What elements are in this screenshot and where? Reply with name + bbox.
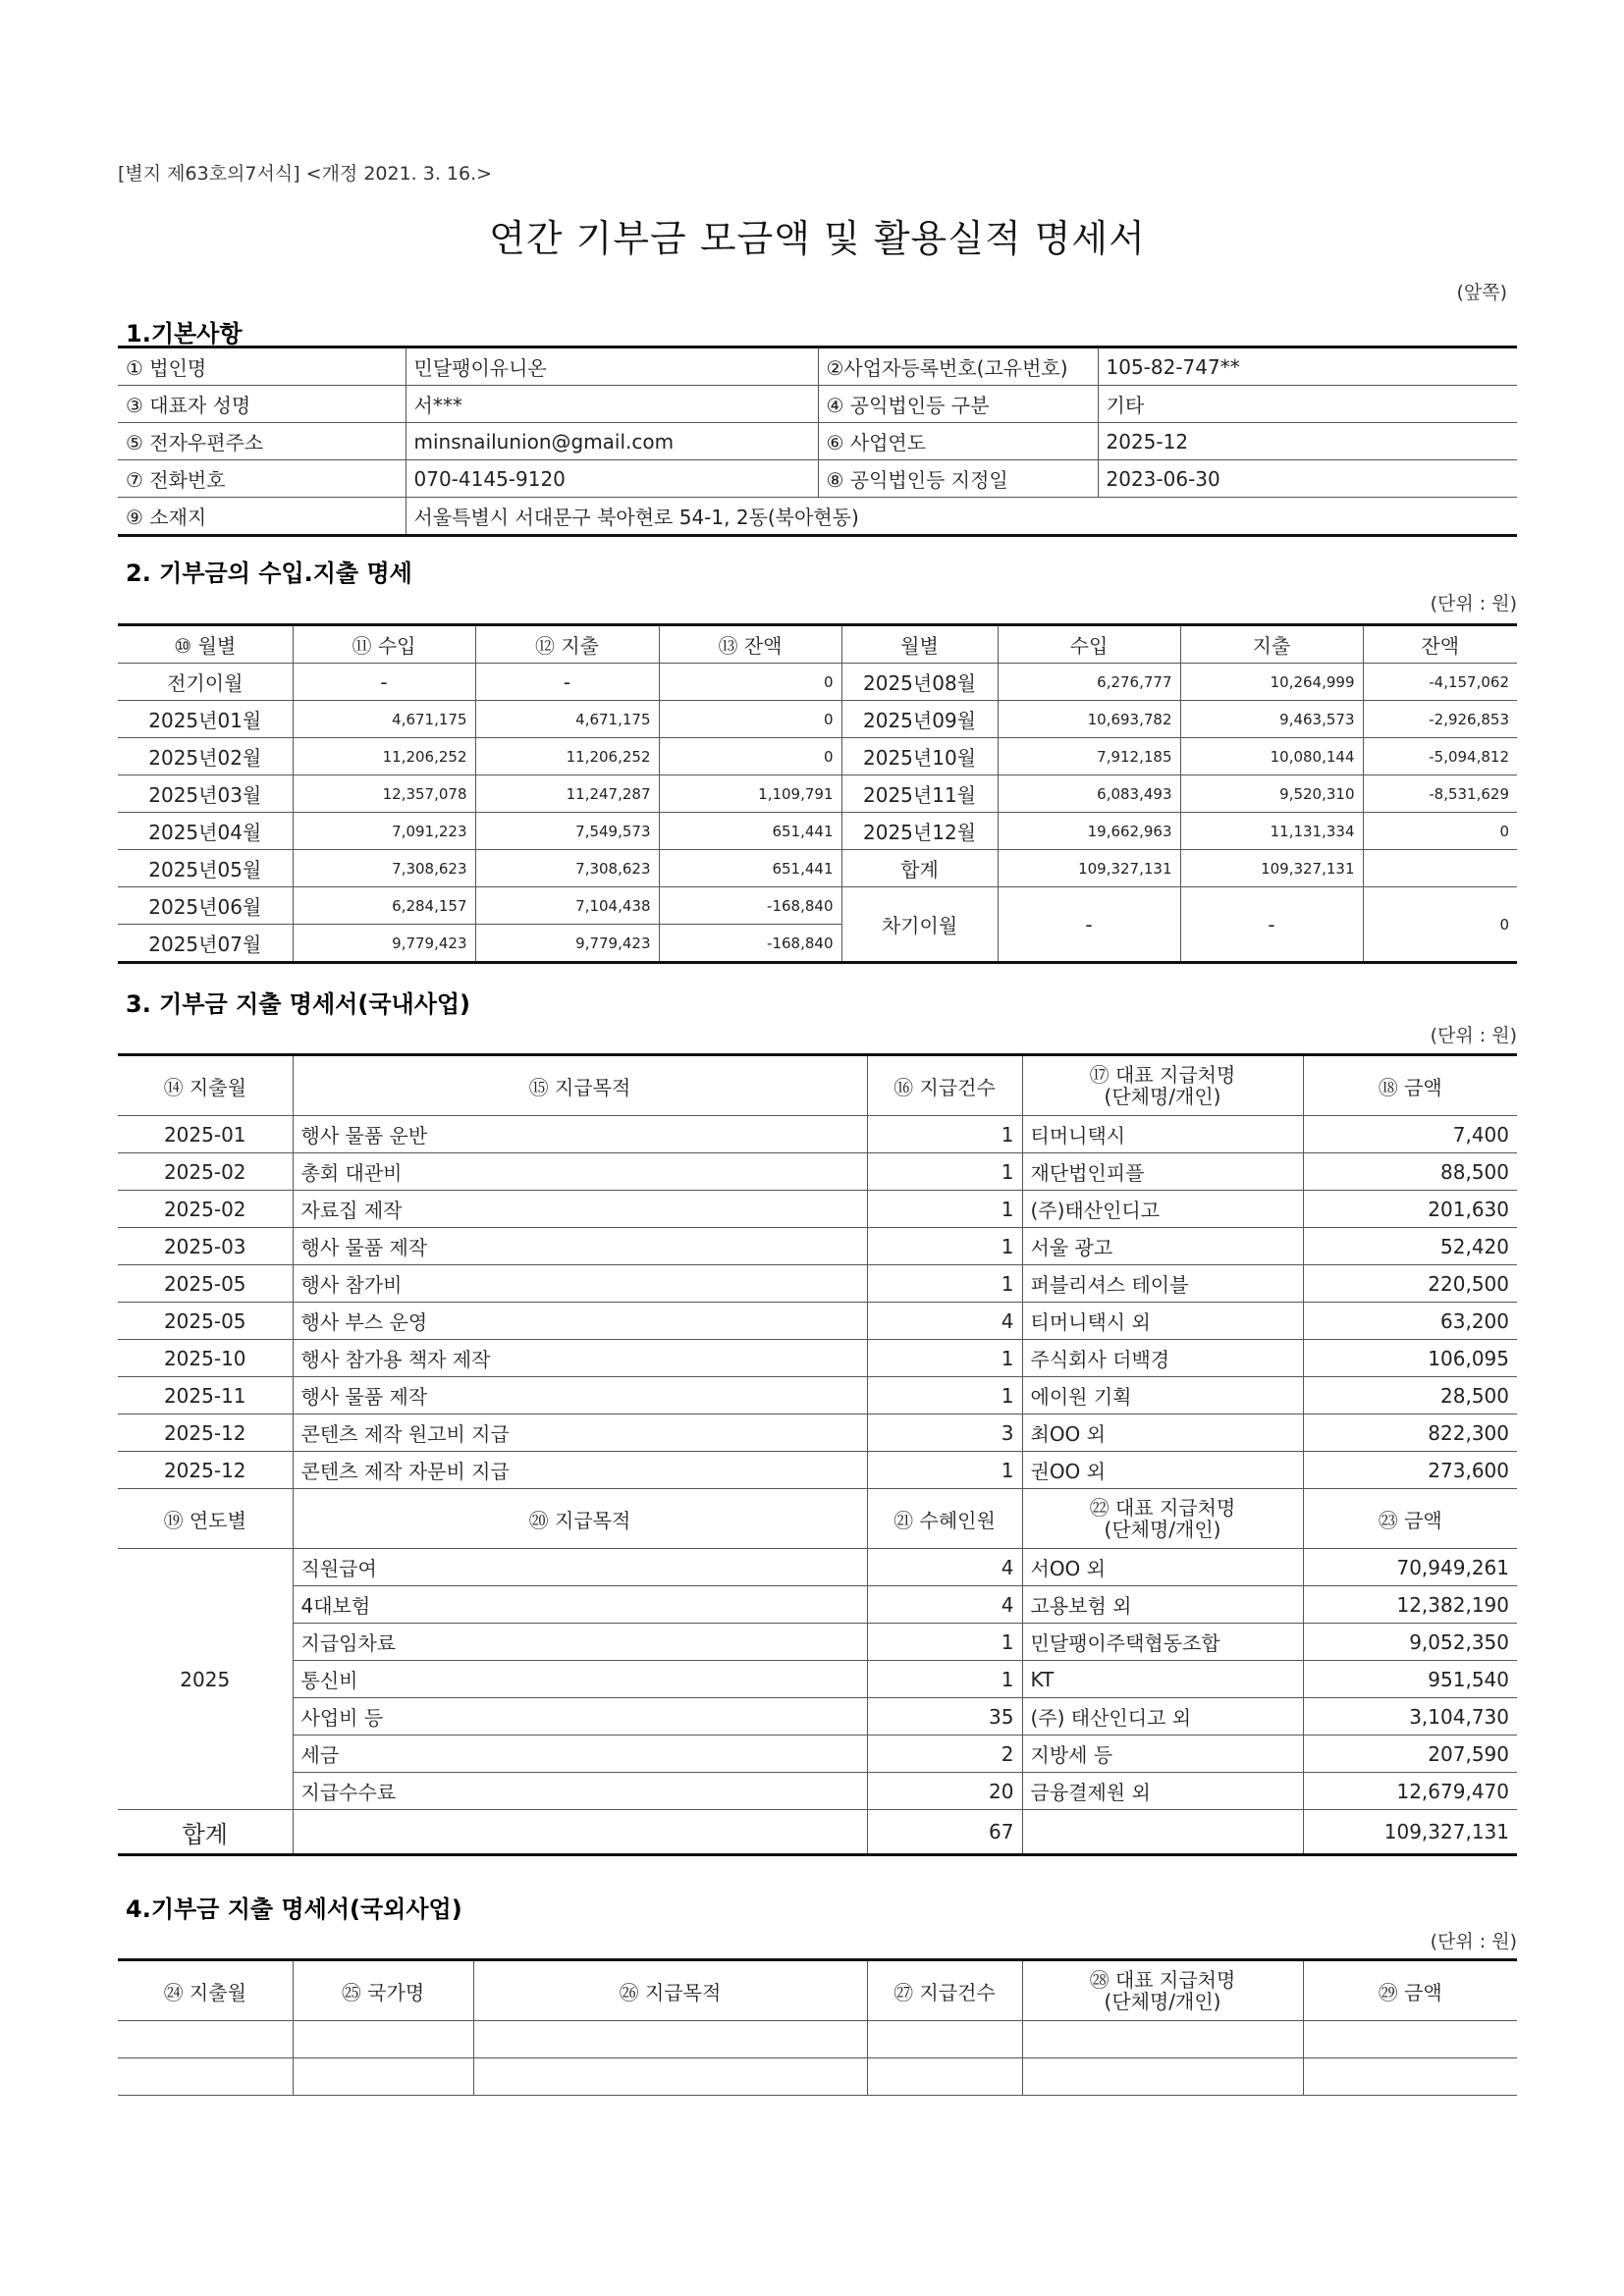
count-cell: 4 [867,1303,1022,1340]
count-cell: 4 [867,1549,1022,1586]
amount-cell: 651,441 [659,850,841,887]
total-label-cell: 합계 [841,850,998,887]
overseas-expense-table [118,1958,1517,2096]
table-row [118,1265,1517,1303]
column-header: ⑲ 연도별 [118,1489,293,1549]
column-header: 잔액 [1363,625,1517,664]
month-cell: 2025-05 [118,1303,293,1340]
column-header: ⑯ 지급건수 [867,1055,1022,1116]
amount-cell: 951,540 [1303,1661,1517,1698]
empty-cell [1022,2021,1303,2058]
table-row [118,1624,1517,1661]
purpose-cell: 콘텐츠 제작 자문비 지급 [293,1452,867,1489]
amount-cell: 0 [659,738,841,775]
count-cell: 35 [867,1698,1022,1735]
table-row [118,498,1517,536]
document-title: 연간 기부금 모금액 및 활용실적 명세서 [489,217,1146,260]
month-cell: 2025년01월 [118,701,293,738]
page-side-label: (앞쪽) [1456,282,1507,303]
table-row [118,813,1517,850]
count-cell: 4 [867,1586,1022,1624]
empty-cell [1303,2021,1517,2058]
payee-cell: KT [1022,1661,1303,1698]
value-cell: minsnailunion@gmail.com [406,423,818,460]
amount-cell: 6,284,157 [293,887,475,925]
count-cell: 2 [867,1735,1022,1773]
amount-cell: 0 [659,701,841,738]
empty-cell [293,1810,867,1855]
empty-cell [118,2058,293,2096]
amount-cell: -168,840 [659,925,841,963]
empty-cell [293,2058,473,2096]
table-row [118,850,1517,887]
address-cell: 서울특별시 서대문구 북아현로 54-1, 2동(북아현동) [406,498,1517,536]
amount-cell: 9,779,423 [475,925,659,963]
table-row [118,887,1517,925]
header-line: ㉒ 대표 지급처명 [1089,1496,1236,1520]
month-cell: 2025-02 [118,1153,293,1191]
table-header-row [118,1960,1517,2021]
month-cell: 2025-01 [118,1116,293,1153]
label-cell: ⑦ 전화번호 [118,460,406,498]
income-expense-table [118,623,1517,964]
table-row [118,1586,1517,1624]
column-header: ㉔ 지출월 [118,1960,293,2021]
month-cell: 2025-12 [118,1452,293,1489]
empty-cell [1022,2058,1303,2096]
column-header: ⑩ 월별 [118,625,293,664]
empty-cell [118,2021,293,2058]
column-header: ⑫ 지출 [475,625,659,664]
amount-cell: -4,157,062 [1363,664,1517,701]
table-row [118,347,1517,386]
count-cell: 1 [867,1228,1022,1265]
amount-cell: 7,308,623 [475,850,659,887]
section3-unit: (단위 : 원) [1430,1025,1517,1046]
value-cell: 070-4145-9120 [406,460,818,498]
column-header: ⑪ 수입 [293,625,475,664]
amount-cell: 63,200 [1303,1303,1517,1340]
purpose-cell: 직원급여 [293,1549,867,1586]
carry-forward-label: 차기이월 [841,887,998,963]
column-header: ㉙ 금액 [1303,1960,1517,2021]
label-cell: ②사업자등록번호(고유번호) [818,347,1098,386]
amount-cell: 10,080,144 [1180,738,1363,775]
column-header: ⑬ 잔액 [659,625,841,664]
basic-info-table [118,346,1517,537]
table-row [118,1661,1517,1698]
amount-cell: 10,264,999 [1180,664,1363,701]
table-row [118,1452,1517,1489]
payee-cell: 민달팽이주택협동조합 [1022,1624,1303,1661]
section2-unit: (단위 : 원) [1430,593,1517,614]
table-row [118,1340,1517,1377]
table-header-row [118,625,1517,664]
table-header-row [118,1055,1517,1116]
table-row [118,775,1517,813]
amount-cell: 0 [659,664,841,701]
total-amount-cell: 109,327,131 [1303,1810,1517,1855]
count-cell: 1 [867,1624,1022,1661]
month-cell: 2025-03 [118,1228,293,1265]
purpose-cell: 총회 대관비 [293,1153,867,1191]
table-header-row [118,1489,1517,1549]
purpose-cell: 통신비 [293,1661,867,1698]
purpose-cell: 지급임차료 [293,1624,867,1661]
purpose-cell: 콘텐츠 제작 원고비 지급 [293,1415,867,1452]
purpose-cell: 행사 물품 제작 [293,1377,867,1415]
month-cell: 2025-10 [118,1340,293,1377]
table-row [118,423,1517,460]
value-cell: 2025-12 [1098,423,1517,460]
value-cell: 민달팽이유니온 [406,347,818,386]
amount-cell: 3,104,730 [1303,1698,1517,1735]
amount-cell: 6,083,493 [998,775,1180,813]
amount-cell: 19,662,963 [998,813,1180,850]
table-row [118,2021,1517,2058]
count-cell: 3 [867,1415,1022,1452]
table-row [118,1735,1517,1773]
amount-cell: - [998,887,1180,963]
amount-cell: 11,131,334 [1180,813,1363,850]
value-cell: 2023-06-30 [1098,460,1517,498]
amount-cell: 88,500 [1303,1153,1517,1191]
column-header [1022,1489,1303,1549]
amount-cell: 11,206,252 [475,738,659,775]
month-cell: 2025년02월 [118,738,293,775]
count-cell: 1 [867,1661,1022,1698]
payee-cell: 금융결제원 외 [1022,1773,1303,1810]
table-row [118,1698,1517,1735]
column-header: 지출 [1180,625,1363,664]
amount-cell: 220,500 [1303,1265,1517,1303]
amount-cell: 4,671,175 [475,701,659,738]
empty-cell [1022,1810,1303,1855]
amount-cell: 9,779,423 [293,925,475,963]
payee-cell: 주식회사 더백경 [1022,1340,1303,1377]
column-header: ⑮ 지급목적 [293,1055,867,1116]
column-header: ㉓ 금액 [1303,1489,1517,1549]
section4-unit: (단위 : 원) [1430,1931,1517,1952]
column-header: ㉑ 수혜인원 [867,1489,1022,1549]
amount-cell: -2,926,853 [1363,701,1517,738]
amount-cell: 7,400 [1303,1116,1517,1153]
amount-cell: 207,590 [1303,1735,1517,1773]
month-cell: 2025년09월 [841,701,998,738]
amount-cell: 7,912,185 [998,738,1180,775]
table-row [118,1228,1517,1265]
month-cell: 2025-12 [118,1415,293,1452]
purpose-cell: 자료집 제작 [293,1191,867,1228]
form-number: [별지 제63호의7서식] <개정 2021. 3. 16.> [118,163,493,185]
amount-cell: 9,052,350 [1303,1624,1517,1661]
column-header: ㉖ 지급목적 [473,1960,867,2021]
count-cell: 1 [867,1116,1022,1153]
month-cell: 전기이월 [118,664,293,701]
label-cell: ④ 공익법인등 구분 [818,386,1098,423]
column-header: ⑱ 금액 [1303,1055,1517,1116]
purpose-cell: 사업비 등 [293,1698,867,1735]
purpose-cell: 지급수수료 [293,1773,867,1810]
amount-cell: 7,104,438 [475,887,659,925]
month-cell: 2025-02 [118,1191,293,1228]
table-row [118,1153,1517,1191]
header-line: (단체명/개인) [1104,1518,1221,1541]
amount-cell: 4,671,175 [293,701,475,738]
month-cell: 2025-05 [118,1265,293,1303]
domestic-expense-table [118,1053,1517,1856]
amount-cell: 9,463,573 [1180,701,1363,738]
purpose-cell: 행사 참가비 [293,1265,867,1303]
amount-cell: 273,600 [1303,1452,1517,1489]
amount-cell: 28,500 [1303,1377,1517,1415]
amount-cell: 7,308,623 [293,850,475,887]
month-cell: 2025년11월 [841,775,998,813]
payee-cell: (주)태산인디고 [1022,1191,1303,1228]
month-cell: 2025년07월 [118,925,293,963]
month-cell: 2025년08월 [841,664,998,701]
amount-cell: - [475,664,659,701]
amount-cell: 11,247,287 [475,775,659,813]
total-row [118,1810,1517,1855]
table-row [118,2058,1517,2096]
purpose-cell: 세금 [293,1735,867,1773]
payee-cell: 티머니택시 외 [1022,1303,1303,1340]
month-cell: 2025년04월 [118,813,293,850]
amount-cell: -5,094,812 [1363,738,1517,775]
column-header: ⑳ 지급목적 [293,1489,867,1549]
section3-heading: 3. 기부금 지출 명세서(국내사업) [126,990,471,1018]
table-row [118,1415,1517,1452]
payee-cell: 티머니택시 [1022,1116,1303,1153]
month-cell: 2025-11 [118,1377,293,1415]
amount-cell: 0 [1363,887,1517,963]
table-row [118,1191,1517,1228]
label-cell: ① 법인명 [118,347,406,386]
column-header: ⑭ 지출월 [118,1055,293,1116]
value-cell: 105-82-747** [1098,347,1517,386]
count-cell: 1 [867,1377,1022,1415]
purpose-cell: 4대보험 [293,1586,867,1624]
payee-cell: 서OO 외 [1022,1549,1303,1586]
amount-cell: 70,949,261 [1303,1549,1517,1586]
amount-cell: 9,520,310 [1180,775,1363,813]
payee-cell: 지방세 등 [1022,1735,1303,1773]
table-row [118,664,1517,701]
amount-cell: 651,441 [659,813,841,850]
amount-cell: 822,300 [1303,1415,1517,1452]
count-cell: 1 [867,1153,1022,1191]
payee-cell: 권OO 외 [1022,1452,1303,1489]
purpose-cell: 행사 물품 제작 [293,1228,867,1265]
purpose-cell: 행사 참가용 책자 제작 [293,1340,867,1377]
table-row [118,738,1517,775]
section1-heading: 1.기본사항 [126,320,243,347]
table-row [118,1377,1517,1415]
header-line: ⑰ 대표 지급처명 [1089,1063,1236,1087]
amount-cell: 201,630 [1303,1191,1517,1228]
amount-cell: 11,206,252 [293,738,475,775]
header-line: ㉘ 대표 지급처명 [1089,1968,1236,1992]
table-row [118,1549,1517,1586]
amount-cell: 1,109,791 [659,775,841,813]
count-cell: 1 [867,1191,1022,1228]
label-cell: ⑧ 공익법인등 지정일 [818,460,1098,498]
amount-cell: 10,693,782 [998,701,1180,738]
amount-cell: - [1180,887,1363,963]
amount-cell [1363,850,1517,887]
payee-cell: 고용보험 외 [1022,1586,1303,1624]
column-header: 월별 [841,625,998,664]
amount-cell: 109,327,131 [998,850,1180,887]
payee-cell: (주) 태산인디고 외 [1022,1698,1303,1735]
empty-cell [293,2021,473,2058]
amount-cell: 0 [1363,813,1517,850]
amount-cell: -168,840 [659,887,841,925]
total-count-cell: 67 [867,1810,1022,1855]
payee-cell: 퍼블리셔스 테이블 [1022,1265,1303,1303]
payee-cell: 재단법인피플 [1022,1153,1303,1191]
value-cell: 기타 [1098,386,1517,423]
amount-cell: 109,327,131 [1180,850,1363,887]
count-cell: 1 [867,1265,1022,1303]
amount-cell: 12,382,190 [1303,1586,1517,1624]
value-cell: 서*** [406,386,818,423]
column-header: ㉗ 지급건수 [867,1960,1022,2021]
table-row [118,1303,1517,1340]
payee-cell: 서울 광고 [1022,1228,1303,1265]
month-cell: 2025년12월 [841,813,998,850]
label-cell: ⑨ 소재지 [118,498,406,536]
column-header [1022,1960,1303,2021]
count-cell: 1 [867,1340,1022,1377]
month-cell: 2025년05월 [118,850,293,887]
empty-cell [473,2058,867,2096]
purpose-cell: 행사 물품 운반 [293,1116,867,1153]
amount-cell: -8,531,629 [1363,775,1517,813]
column-header: ㉕ 국가명 [293,1960,473,2021]
section4-heading: 4.기부금 지출 명세서(국외사업) [126,1896,462,1923]
table-row [118,1773,1517,1810]
table-row [118,1116,1517,1153]
total-label-cell: 합계 [118,1810,293,1855]
amount-cell: - [293,664,475,701]
header-line: (단체명/개인) [1104,1990,1221,2013]
table-row [118,460,1517,498]
header-line: (단체명/개인) [1104,1085,1221,1108]
label-cell: ③ 대표자 성명 [118,386,406,423]
table-row [118,701,1517,738]
amount-cell: 7,091,223 [293,813,475,850]
count-cell: 20 [867,1773,1022,1810]
label-cell: ⑤ 전자우편주소 [118,423,406,460]
purpose-cell: 행사 부스 운영 [293,1303,867,1340]
payee-cell: 최OO 외 [1022,1415,1303,1452]
empty-cell [473,2021,867,2058]
month-cell: 2025년10월 [841,738,998,775]
empty-cell [867,2021,1022,2058]
year-cell: 2025 [118,1549,293,1810]
column-header [1022,1055,1303,1116]
amount-cell: 106,095 [1303,1340,1517,1377]
label-cell: ⑥ 사업연도 [818,423,1098,460]
amount-cell: 6,276,777 [998,664,1180,701]
section2-heading: 2. 기부금의 수입.지출 명세 [126,560,412,587]
month-cell: 2025년03월 [118,775,293,813]
column-header: 수입 [998,625,1180,664]
table-row [118,386,1517,423]
empty-cell [867,2058,1022,2096]
amount-cell: 7,549,573 [475,813,659,850]
amount-cell: 12,357,078 [293,775,475,813]
amount-cell: 12,679,470 [1303,1773,1517,1810]
empty-cell [1303,2058,1517,2096]
month-cell: 2025년06월 [118,887,293,925]
amount-cell: 52,420 [1303,1228,1517,1265]
payee-cell: 에이원 기획 [1022,1377,1303,1415]
count-cell: 1 [867,1452,1022,1489]
